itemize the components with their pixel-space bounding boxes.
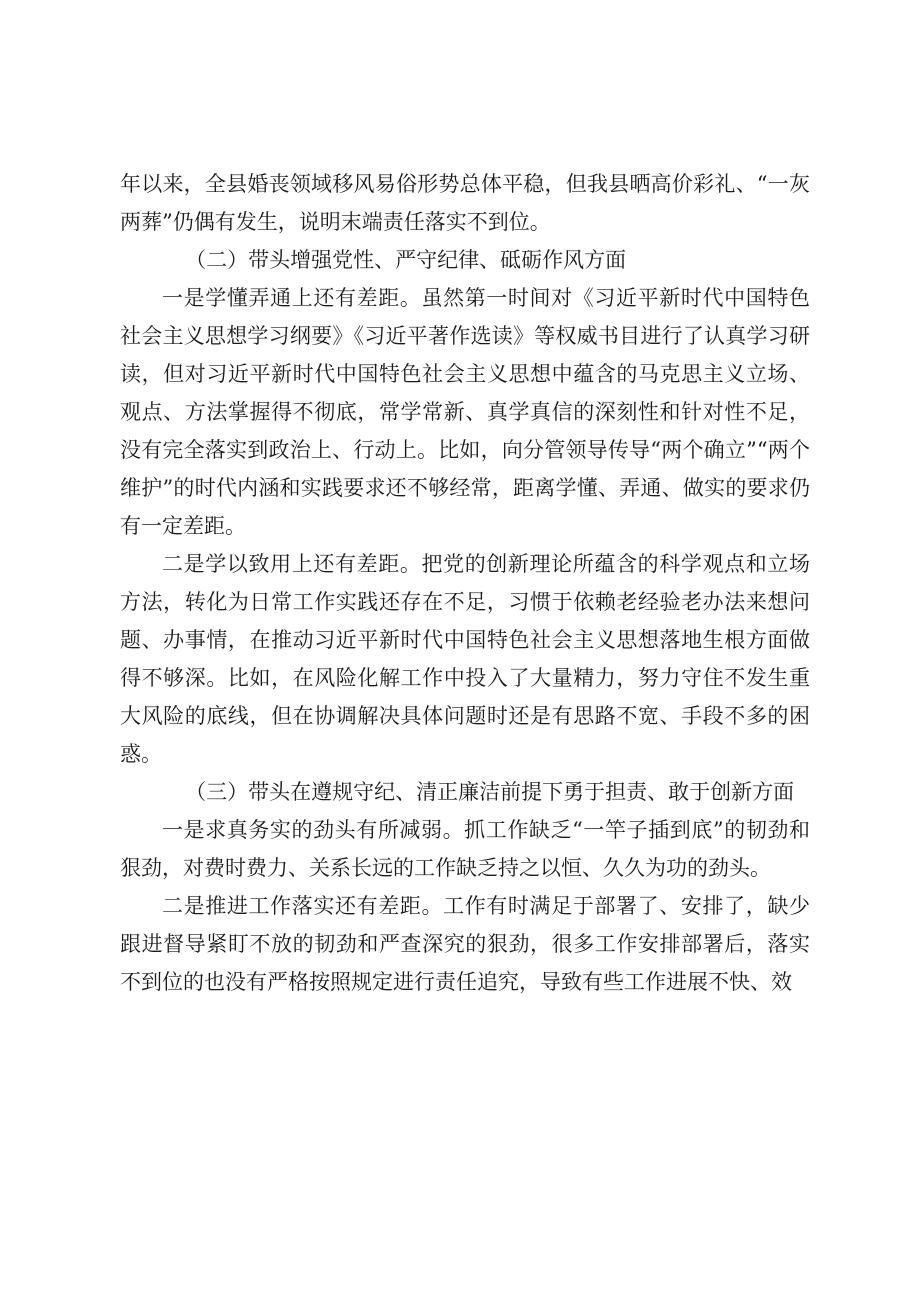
- section-heading-2: （二）带头增强党性、严守纪律、砥砺作风方面: [185, 248, 627, 272]
- paragraph-application-gap: 二是学以致用上还有差距。把党的创新理论所蕴含的科学观点和立场方法，转化为日常工作实践还存在不足，习惯于依赖老经验老办法来想问题、办事情，在推动习近平新时代中国特色社会主义思想落地生根方面做得不够深。比如，在风险化解工作中投入了大量精力，努力守住不发生重大风险的底线，但在协调解决具体问题时还是有思路不宽、手段不多的困惑。: [120, 552, 810, 766]
- document-body: [120, 165, 810, 1001]
- section-heading-3: （三）带头在遵规守纪、清正廉洁前提下勇于担责、敢于创新方面: [185, 780, 795, 804]
- paragraph-continued: 年以来，全县婚丧领域移风易俗形势总体平稳，但我县晒高价彩礼、“一灰两葬”仍偶有发生，说明末端责任落实不到位。: [120, 172, 810, 234]
- paragraph-study-gap: 一是学懂弄通上还有差距。虽然第一时间对《习近平新时代中国特色社会主义思想学习纲要》《习近平著作选读》等权威书目进行了认真学习研读，但对习近平新时代中国特色社会主义思想中蕴含的马克思主义立场、观点、方法掌握得不彻底，常学常新、真学真信的深刻性和针对性不足，没有完全落实到政治上、行动上。比如，向分管领导传导“两个确立”“两个维护”的时代内涵和实践要求还不够经常，距离学懂、弄通、做实的要求仍有一定差距。: [120, 286, 810, 538]
- paragraph-implementation-gap: 二是推进工作落实还有差距。工作有时满足于部署了、安排了，缺少跟进督导紧盯不放的韧劲和严查深究的狠劲，很多工作安排部署后，落实不到位的也没有严格按照规定进行责任追究，导致有些工作进展不快、效: [120, 894, 810, 994]
- paragraph-drive-weakened: 一是求真务实的劲头有所减弱。抓工作缺乏“一竿子插到底”的韧劲和狠劲，对费时费力、关系长远的工作缺乏持之以恒、久久为功的劲头。: [120, 818, 810, 880]
